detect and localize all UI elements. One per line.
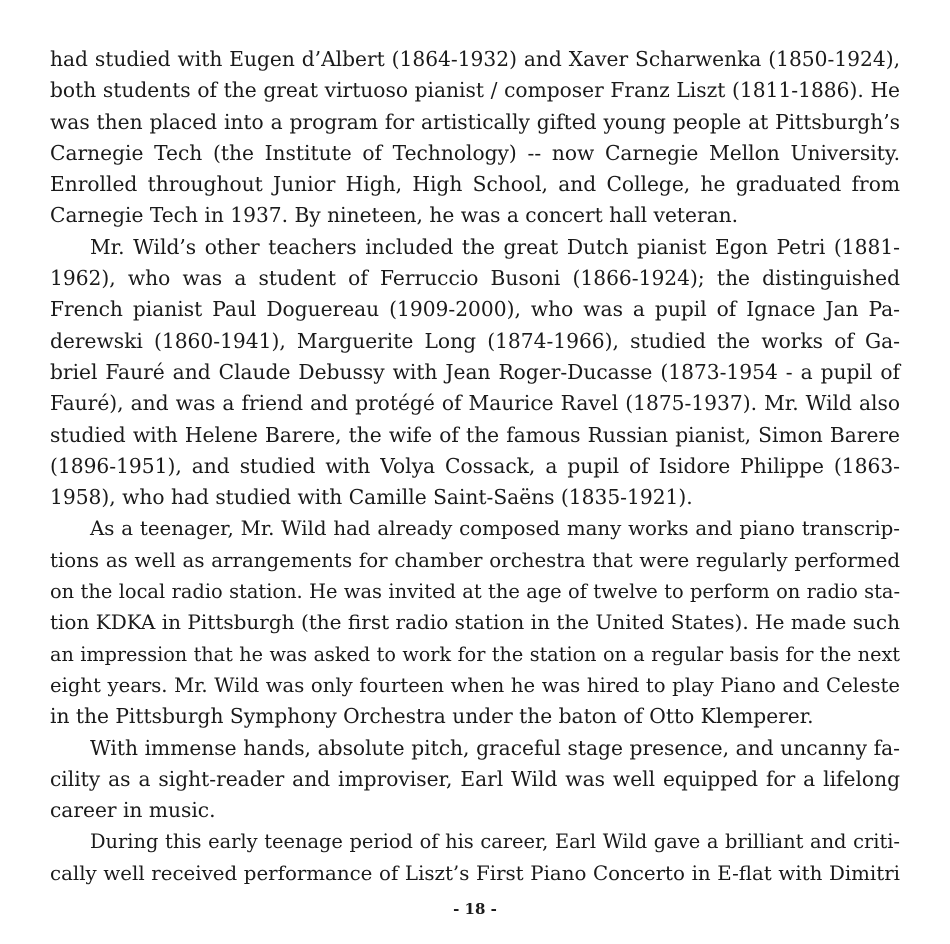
- text-line: (1896-1951), and studied with Volya Cossack, a pupil of Isidore Philippe (1863-: [50, 453, 900, 478]
- paragraph-5: [50, 826, 900, 889]
- paragraph-2: [50, 232, 900, 514]
- text-line: cility as a sight-reader and improviser, Earl Wild was well equipped for a lifelong: [50, 766, 900, 791]
- text-line: 1962), who was a student of Ferruccio Busoni (1866-1924); the distinguished: [50, 266, 900, 291]
- text-line: both students of the great virtuoso pianist / composer Franz Liszt (1811-1886). He: [50, 78, 900, 103]
- text-line: studied with Helene Barere, the wife of the famous Russian pianist, Simon Barere: [50, 422, 900, 447]
- text-line: 1958), who had studied with Camille Saint-Saëns (1835-1921).: [50, 485, 693, 510]
- text-line: tion KDKA in Pittsburgh (the first radio station in the United States). He made such: [50, 610, 900, 635]
- page-number: - 18 -: [453, 900, 497, 918]
- text-line: briel Fauré and Claude Debussy with Jean Roger-Ducasse (1873-1954 - a pupil of: [50, 359, 900, 384]
- text-line: Carnegie Tech in 1937. By nineteen, he was a concert hall veteran.: [50, 203, 739, 228]
- text-line: tions as well as arrangements for chamber orchestra that were regularly performed: [50, 548, 900, 572]
- text-line: derewski (1860-1941), Marguerite Long (1874-1966), studied the works of Ga-: [50, 328, 900, 353]
- text-line: cally well received performance of Liszt’s First Piano Concerto in E-flat with Dimitri: [50, 861, 900, 885]
- text-line: an impression that he was asked to work for the station on a regular basis for the next: [50, 642, 900, 666]
- text-line: in the Pittsburgh Symphony Orchestra under the baton of Otto Klemperer.: [50, 704, 814, 729]
- paragraph-3: [50, 513, 900, 732]
- text-line: had studied with Eugen d’Albert (1864-1932) and Xaver Scharwenka (1850-1924),: [50, 47, 900, 71]
- text-line: Enrolled throughout Junior High, High School, and College, he graduated from: [50, 172, 900, 197]
- text-line: During this early teenage period of his career, Earl Wild gave a brilliant and criti-: [90, 830, 900, 854]
- paragraph-1: [50, 44, 900, 232]
- text-line: was then placed into a program for artistically gifted young people at Pittsburgh’s: [50, 109, 900, 134]
- text-line: Mr. Wild’s other teachers included the great Dutch pianist Egon Petri (1881-: [90, 234, 900, 259]
- text-line: eight years. Mr. Wild was only fourteen when he was hired to play Piano and Celeste: [50, 673, 900, 697]
- page-body: [50, 44, 900, 889]
- text-line: career in music.: [50, 798, 216, 823]
- text-line: As a teenager, Mr. Wild had already composed many works and piano transcrip-: [90, 517, 900, 541]
- text-line: French pianist Paul Doguereau (1909-2000), who was a pupil of Ignace Jan Pa-: [50, 297, 900, 322]
- text-line: Fauré), and was a friend and protégé of Maurice Ravel (1875-1937). Mr. Wild also: [50, 391, 900, 416]
- text-line: Carnegie Tech (the Institute of Technology) -- now Carnegie Mellon University.: [50, 140, 900, 165]
- text-line: on the local radio station. He was invited at the age of twelve to perform on radio sta-: [50, 580, 900, 604]
- text-line: With immense hands, absolute pitch, graceful stage presence, and uncanny fa-: [90, 735, 900, 760]
- paragraph-4: [50, 733, 900, 827]
